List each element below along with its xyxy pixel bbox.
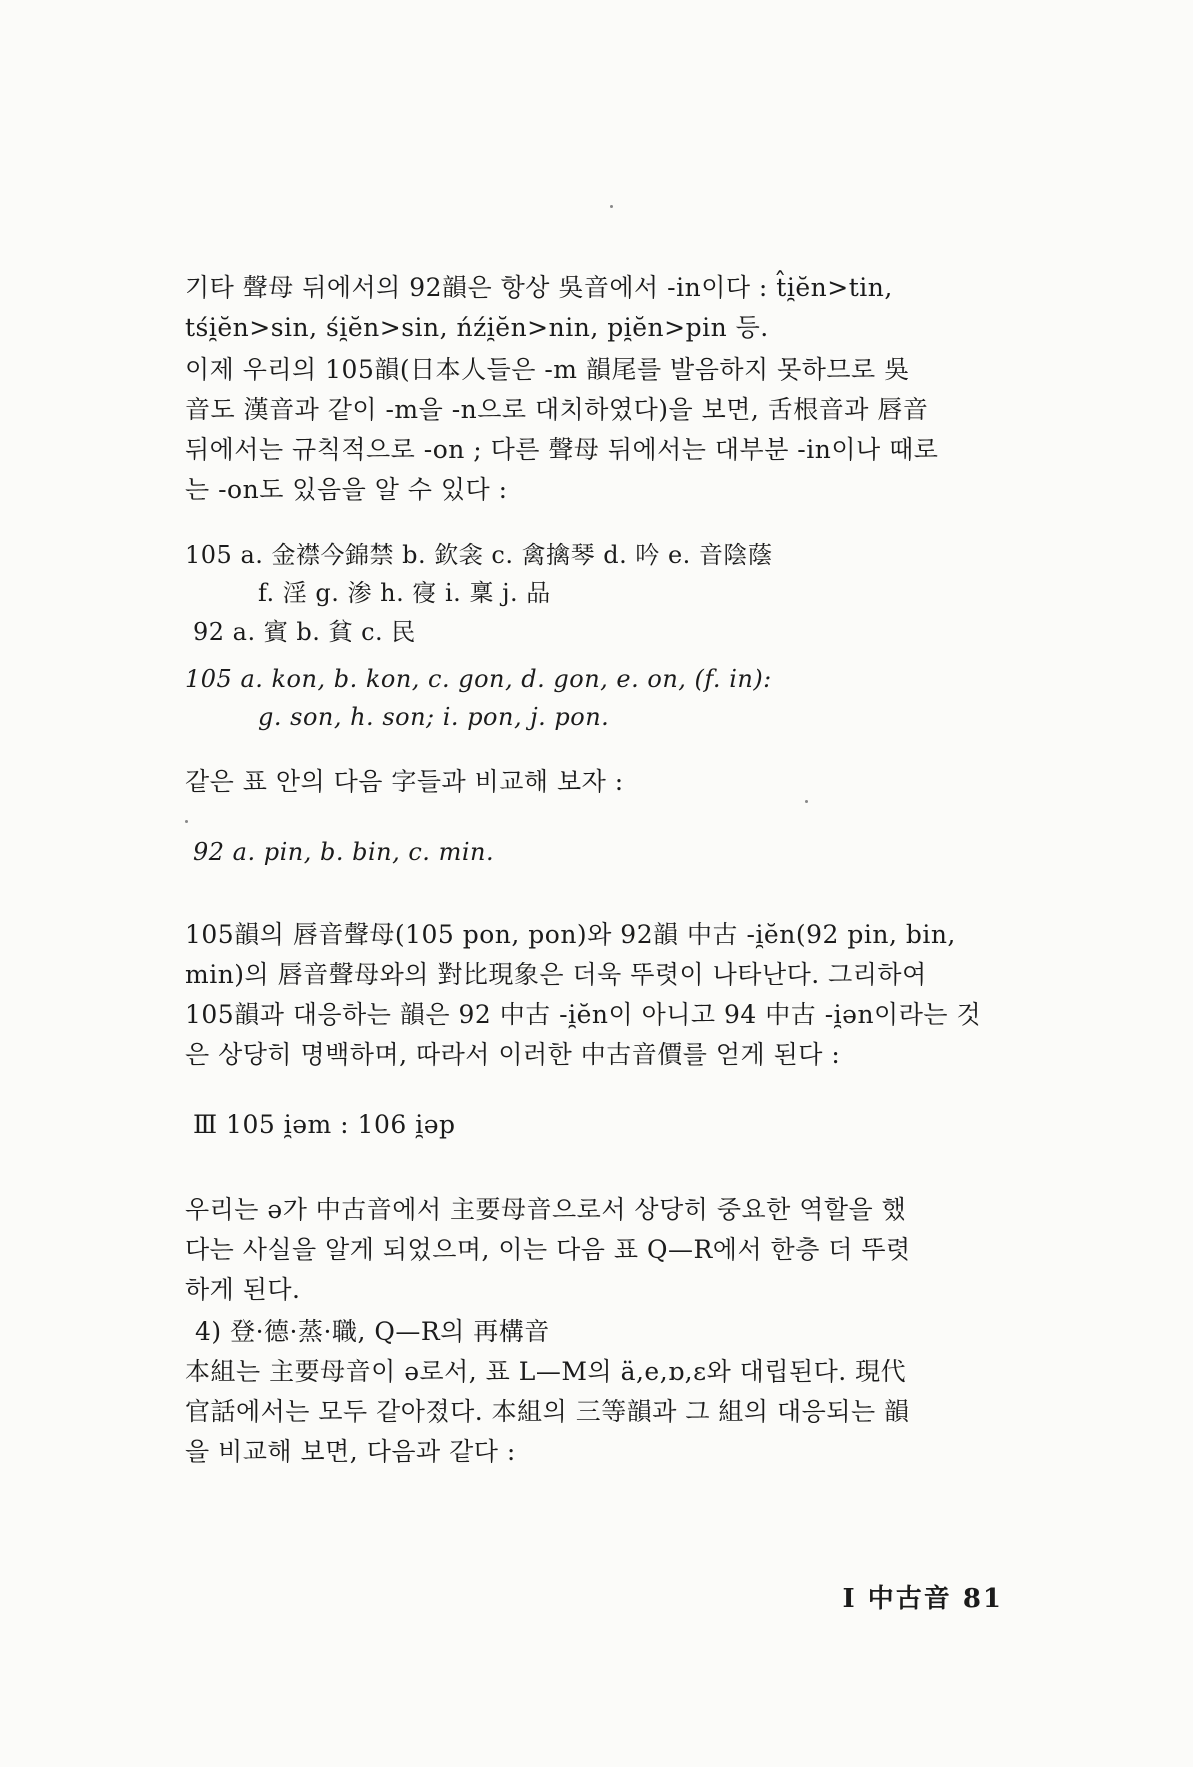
example-line: f. 淫 g. 渗 h. 寑 i. 稟 j. 品 <box>258 579 551 607</box>
subheading: 4) 登·德·蒸·職, Q—R의 再構音 <box>195 1317 550 1346</box>
page-footer: I 中古音 81 <box>842 1584 1003 1614</box>
text-line: 이제 우리의 105韻(日本人들은 -m 韻尾를 발음하지 못하므로 吳 <box>185 355 910 384</box>
text-line: 105韻의 唇音聲母(105 pon, pon)와 92韻 中古 -i̯ĕn(92 pin, bin, <box>185 920 956 949</box>
example-line: g. son, h. son; i. pon, j. pon. <box>258 703 610 731</box>
text-line: 官話에서는 모두 같아졌다. 本組의 三等韻과 그 組의 대응되는 韻 <box>185 1397 910 1426</box>
section-title: Ⅲ 105 i̯əm : 106 i̯əp <box>193 1110 456 1139</box>
example-line: 105 a. kon, b. kon, c. gon, d. gon, e. on, (f. in): <box>185 665 772 693</box>
speck <box>805 800 808 803</box>
text-line: 音도 漢音과 같이 -m을 -n으로 대치하였다)을 보면, 舌根音과 唇音 <box>185 395 929 424</box>
text-line: 뒤에서는 규칙적으로 -on ; 다른 聲母 뒤에서는 대부분 -in이나 때로 <box>185 435 939 464</box>
example-line: 92 a. pin, b. bin, c. min. <box>193 838 495 866</box>
text-line: 하게 된다. <box>185 1275 301 1304</box>
text-line: 는 -on도 있음을 알 수 있다 : <box>185 475 508 504</box>
text-line: 本組는 主要母音이 ə로서, 표 L—M의 ä,e,ɒ,ɛ와 대립된다. 現代 <box>185 1357 907 1386</box>
text-line: 105韻과 대응하는 韻은 92 中古 -i̯ĕn이 아니고 94 中古 -i̯ən이라는 것 <box>185 1000 982 1029</box>
text-line: 은 상당히 명백하며, 따라서 이러한 中古音價를 얻게 된다 : <box>185 1040 841 1069</box>
speck <box>610 205 613 208</box>
text-line: 다는 사실을 알게 되었으며, 이는 다음 표 Q—R에서 한층 더 뚜렷 <box>185 1235 911 1264</box>
text-line: 같은 표 안의 다음 字들과 비교해 보자 : <box>185 767 624 796</box>
example-line: 105 a. 金襟今錦禁 b. 欽衾 c. 禽擒琴 d. 吟 e. 音陰蔭 <box>185 541 773 569</box>
text-line: 을 비교해 보면, 다음과 같다 : <box>185 1437 516 1466</box>
text-line: 우리는 ə가 中古音에서 主要母音으로서 상당히 중요한 역할을 했 <box>185 1195 907 1224</box>
text-line: min)의 唇音聲母와의 對比現象은 더욱 뚜렷이 나타난다. 그리하여 <box>185 960 927 989</box>
speck <box>185 820 188 823</box>
example-line: 92 a. 賓 b. 貧 c. 民 <box>193 618 416 646</box>
text-line: 기타 聲母 뒤에서의 92韻은 항상 吳音에서 -in이다 : t̂i̯ĕn>tin, <box>185 273 893 302</box>
text-line: tśi̯ĕn>sin, śi̯ĕn>sin, ńźi̯ĕn>nin, pi̯ĕn>pin 등. <box>185 313 769 342</box>
